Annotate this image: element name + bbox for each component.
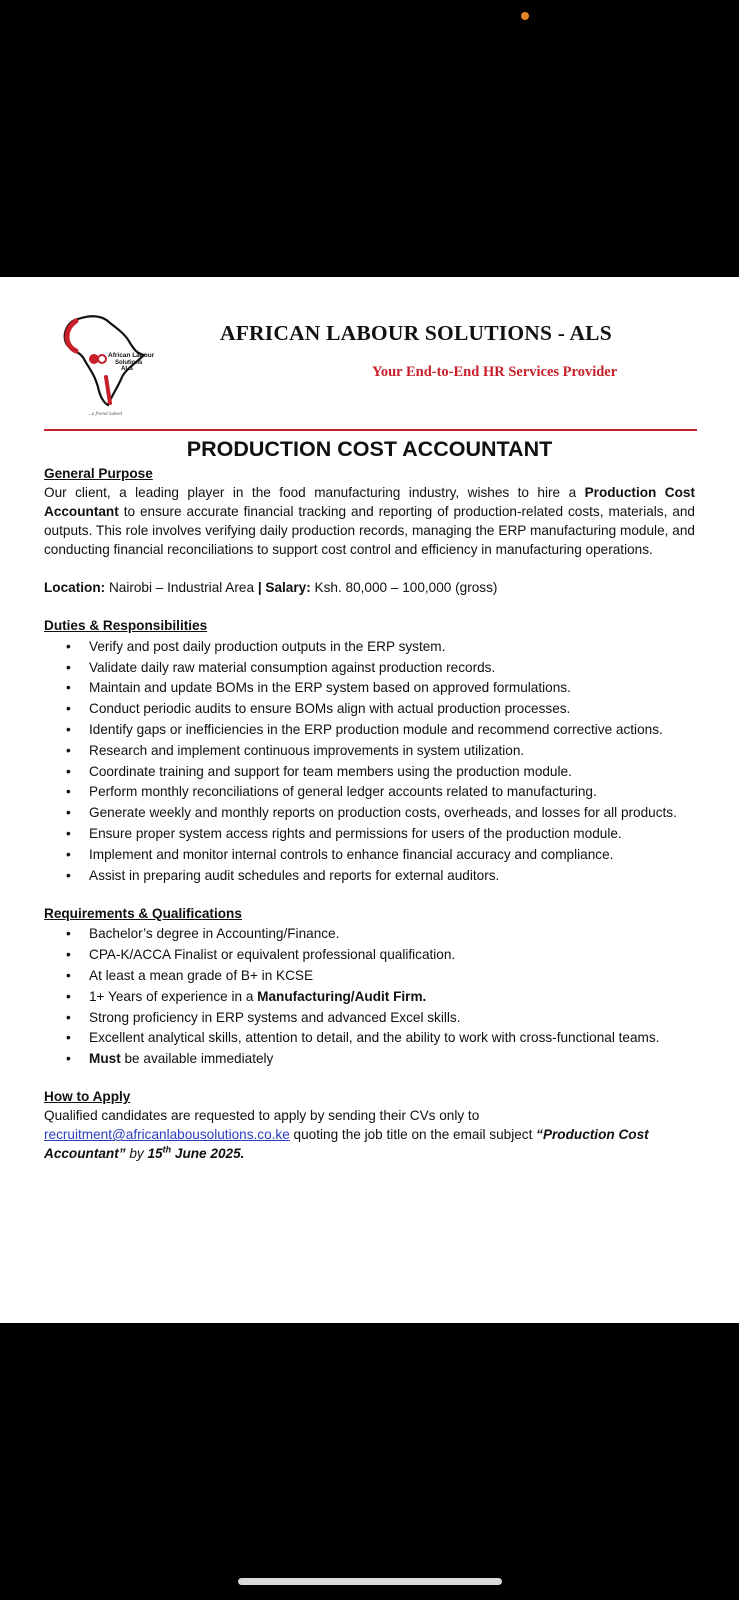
duties-list (44, 637, 695, 885)
logo-text-line-3: ALS (121, 366, 133, 372)
list-item: • Implement and monitor internal controls to enhance financial accuracy and compliance. (44, 845, 695, 864)
list-item: • Maintain and update BOMs in the ERP system based on approved formulations. (44, 678, 695, 697)
status-indicator-dot (521, 12, 529, 20)
apply-by: by (125, 1146, 148, 1162)
list-item: • Assist in preparing audit schedules and reports for external auditors. (44, 866, 695, 885)
location-salary-line (44, 578, 695, 597)
list-item: • Identify gaps or inefficiencies in the ERP production module and recommend corrective actions. (44, 720, 695, 739)
list-item: • Ensure proper system access rights and permissions for users of the production module. (44, 824, 695, 843)
apply-instructions (44, 1125, 695, 1163)
list-item: • Validate daily raw material consumption against production records. (44, 658, 695, 677)
purpose-role: Production Cost Accountant (44, 485, 695, 519)
apply-text: quoting the job title on the email subject (289, 1127, 537, 1143)
home-indicator-bar[interactable] (238, 1578, 502, 1585)
list-item (44, 1049, 695, 1068)
requirements-heading: Requirements & Qualifications (44, 905, 242, 921)
deadline-suffix: th (162, 1144, 172, 1155)
requirements-list (44, 924, 695, 1068)
apply-email-link[interactable]: recruitment@africanlabousolutions.co.ke (44, 1127, 290, 1143)
location-label: Location: (44, 580, 106, 595)
salary-label: Salary: (261, 580, 311, 595)
availability-bold: Must (89, 1051, 121, 1067)
list-item: • Strong proficiency in ERP systems and advanced Excel skills. (44, 1008, 695, 1027)
als-logo (58, 307, 168, 419)
location-value: Nairobi – Industrial Area (105, 580, 258, 595)
list-item: • Coordinate training and support for team members using the production module. (44, 762, 695, 781)
how-to-apply-heading: How to Apply (44, 1089, 131, 1105)
experience-bold: Manufacturing/Audit Firm. (257, 988, 427, 1004)
apply-subject: “Production Cost Accountant” (44, 1127, 649, 1162)
list-item: • Conduct periodic audits to ensure BOMs align with actual production processes. (44, 699, 695, 718)
advert-body (44, 464, 695, 1163)
general-purpose-paragraph (44, 483, 695, 559)
list-item: • Bachelor’s degree in Accounting/Finance. (44, 924, 695, 943)
list-item: • Generate weekly and monthly reports on production costs, overheads, and losses for all products. (44, 803, 695, 822)
list-item: • CPA-K/ACCA Finalist or equivalent professional qualification. (44, 945, 695, 964)
list-item: • Research and implement continuous improvements in system utilization. (44, 741, 695, 760)
list-item: • Excellent analytical skills, attention to detail, and the ability to work with cross-functional teams. (44, 1028, 695, 1047)
logo-text-line-2: Solutions (115, 360, 143, 366)
logo-signature: ...a friend indeed (88, 412, 123, 417)
apply-line-1: Qualified candidates are requested to apply by sending their CVs only to (44, 1108, 480, 1124)
general-purpose-heading: General Purpose (44, 466, 153, 481)
salary-value: Ksh. 80,000 – 100,000 (gross) (310, 580, 498, 595)
purpose-text-2: to ensure accurate financial tracking and reporting of production-related costs, materials, and outputs. This role involves verifying daily production records, managing the ERP manufacturing module, and conducting financial reconciliations to support cost control and efficiency in manufacturing operations. (44, 504, 695, 557)
deadline-rest: June 2025. (171, 1146, 245, 1162)
job-title: PRODUCTION COST ACCOUNTANT (186, 437, 553, 461)
logo-text-line-1: African Labour (108, 352, 155, 359)
location-separator: | (257, 580, 262, 595)
list-item: • Perform monthly reconciliations of general ledger accounts related to manufacturing. (44, 782, 695, 801)
deadline-day: 15 (147, 1146, 163, 1162)
list-item: • Verify and post daily production outputs in the ERP system. (44, 637, 695, 656)
experience-prefix: 1+ Years of experience in a (89, 988, 258, 1004)
purpose-text-1: Our client, a leading player in the food manufacturing industry, wishes to hire a (44, 485, 585, 500)
list-item: • At least a mean grade of B+ in KCSE (44, 966, 695, 985)
company-name: AFRICAN LABOUR SOLUTIONS - ALS (220, 321, 612, 345)
company-tagline: Your End-to-End HR Services Provider (372, 364, 618, 380)
availability-rest: be available immediately (120, 1051, 274, 1067)
header-divider (44, 429, 697, 431)
job-advert-document (0, 277, 739, 1323)
list-item (44, 987, 695, 1006)
duties-heading: Duties & Responsibilities (44, 618, 208, 633)
